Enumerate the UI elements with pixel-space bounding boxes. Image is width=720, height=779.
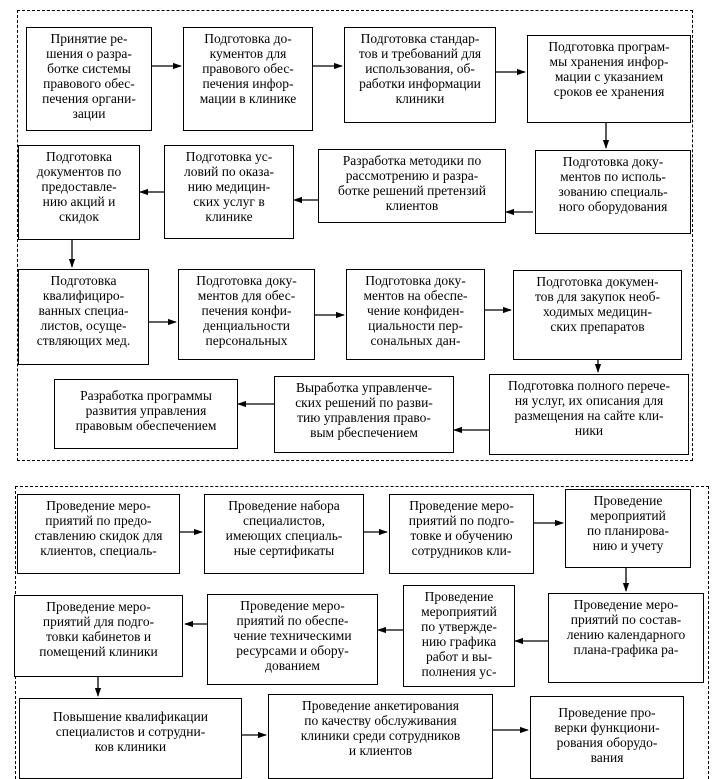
- flow-step: Подготовка доку- ментов для обес- печения конфи- денциальности персональных: [178, 269, 315, 360]
- flow-step: Проведение меро- приятий по состав- лению календарного плана-графика ра-: [548, 593, 704, 683]
- flow-step: Проведение меро- приятий по предо- ставлению скидок для клиентов, специаль-: [17, 494, 180, 574]
- flow-step: Повышение квалификации специалистов и сотрудни- ков клиники: [19, 698, 242, 779]
- flow-step: Разработка методики по рассмотрению и разра- ботке решений претензий клиентов: [318, 149, 506, 223]
- flow-step: Проведение меро- приятий по подго- товке и обучению сотрудников кли-: [389, 494, 534, 574]
- flow-step: Подготовка полного перече- ня услуг, их описания для размещения на сайте кли- ники: [489, 374, 689, 455]
- flow-step: Проведение анкетирования по качеству обслуживания клиники среди сотрудников и клиентов: [268, 694, 493, 779]
- flow-step: Проведение набора специалистов, имеющих специаль- ные сертификаты: [204, 494, 364, 574]
- flow-step: Подготовка ус- ловий по оказа- нию медицин- ских услуг в клинике: [164, 145, 294, 239]
- flow-step: Подготовка квалифициро- ванных специа- листов, осуще- ствляющих мед.: [18, 269, 149, 365]
- flow-step: Подготовка програм- мы хранения инфор- мации с указанием сроков ее хранения: [527, 35, 691, 123]
- flow-step: Проведение мероприятий по утвержде- нию графика работ и вы- полнения ус-: [403, 585, 515, 687]
- flow-step: Проведение мероприятий по планирова- нию и учету: [565, 489, 691, 568]
- flow-step: Подготовка докумен- тов для закупок необ- ходимых медицин- ских препаратов: [513, 270, 682, 360]
- flow-step: Подготовка доку- ментов по исполь- зованию специаль- ного оборудования: [535, 150, 691, 234]
- flow-step: Разработка программы развития управления правовым обеспечением: [54, 379, 238, 449]
- flow-step: Подготовка документов по предоставле- нию акций и скидок: [18, 145, 140, 240]
- flow-step: Проведение меро- приятий по обеспе- чение техническими ресурсами и обору- дованием: [207, 594, 378, 685]
- flow-step: Проведение про- верки функциони- рования оборудо- вания: [530, 696, 684, 779]
- flow-step: Подготовка доку- ментов на обеспе- чение конфиден- циальности пер- сональных дан-: [346, 269, 485, 360]
- flow-step: Проведение меро- приятий для подго- товки кабинетов и помещений клиники: [14, 595, 183, 677]
- flow-step: Выработка управленче- ских решений по разви- тию управления право- вым рбеспечением: [274, 376, 454, 453]
- flow-step: Подготовка стандар- тов и требований для использования, об- работки информации клиники: [344, 27, 496, 123]
- flow-step: Подготовка до- кументов для правового обес- печения инфор- мации в клинике: [183, 27, 313, 131]
- flow-step: Принятие ре- шения о разра- ботке системы правового обес- печения органи- зации: [26, 27, 152, 131]
